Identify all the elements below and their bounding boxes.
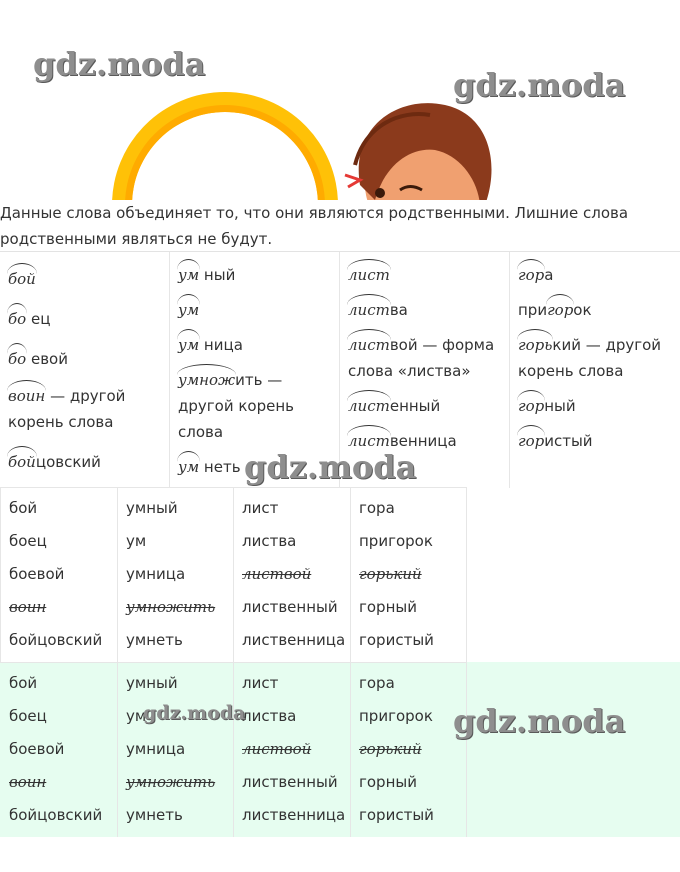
word-cell: умница xyxy=(126,740,186,758)
word-cell: боевой xyxy=(9,740,65,758)
root-mark: лист xyxy=(348,266,390,284)
morph-word: умножить — xyxy=(178,371,283,389)
word-cell: листва xyxy=(242,707,297,725)
morph-column xyxy=(0,252,170,488)
watermark: gdz.moda xyxy=(33,45,206,83)
word-cell: гористый xyxy=(359,631,434,649)
boy-character-icon xyxy=(340,95,500,200)
word-cell: гористый xyxy=(359,806,434,824)
root-mark: умнож xyxy=(178,371,236,389)
word-cell: пригорок xyxy=(359,532,433,550)
word-cell: лиственный xyxy=(242,598,338,616)
word-cell: гора xyxy=(359,499,395,517)
word-cell: лиственный xyxy=(242,773,338,791)
word-cell: горный xyxy=(359,598,417,616)
morph-word: бо ец xyxy=(8,310,51,328)
struck-word-cell: горький xyxy=(359,565,422,583)
root-mark: бой xyxy=(8,270,36,288)
word-cell: лист xyxy=(242,499,279,517)
word-cell: боевой xyxy=(9,565,65,583)
word-cell: пригорок xyxy=(359,707,433,725)
answer-table xyxy=(0,662,680,837)
morph-word xyxy=(8,270,36,288)
word-cell: лиственница xyxy=(242,806,346,824)
root-mark: лист xyxy=(348,397,390,415)
struck-word-cell: умножить xyxy=(126,598,216,616)
morph-column xyxy=(510,252,680,488)
morphemic-analysis xyxy=(0,251,680,488)
morph-word: ум ница xyxy=(178,336,243,354)
word-cell: боец xyxy=(9,532,47,550)
morph-note: другой корень xyxy=(178,397,294,415)
root-mark: гор xyxy=(518,397,545,415)
struck-word-cell: умножить xyxy=(126,773,216,791)
struck-word-cell: воин xyxy=(9,773,47,791)
morph-word: листва xyxy=(348,301,408,319)
morph-word xyxy=(178,301,199,319)
word-cell: гора xyxy=(359,674,395,692)
word-cell: умнеть xyxy=(126,806,183,824)
root-mark: лист xyxy=(348,336,390,354)
morph-word: гористый xyxy=(518,432,593,450)
word-cell: бойцовский xyxy=(9,631,103,649)
watermark: gdz.moda xyxy=(453,66,626,104)
word-cell: бой xyxy=(9,499,38,517)
morph-word: горький — другой xyxy=(518,336,662,354)
morph-word: гора xyxy=(518,266,554,284)
root-mark: бо xyxy=(8,350,27,368)
word-cell: лиственница xyxy=(242,631,346,649)
morph-word: листенный xyxy=(348,397,441,415)
watermark: gdz.moda xyxy=(453,702,626,740)
morph-word: воин — другой xyxy=(8,387,126,405)
struck-word-cell: воин xyxy=(9,598,47,616)
word-cell: боец xyxy=(9,707,47,725)
morph-word: листвой — форма xyxy=(348,336,495,354)
root-mark: бо xyxy=(8,310,27,328)
root-mark: гор xyxy=(518,266,545,284)
morph-word: горный xyxy=(518,397,576,415)
morph-note: слова «листва» xyxy=(348,362,471,380)
root-mark: гор xyxy=(547,301,574,319)
struck-word-cell: листвой xyxy=(242,565,312,583)
morph-word: бо евой xyxy=(8,350,68,368)
word-cell: ум xyxy=(126,532,147,550)
morph-note: корень слова xyxy=(518,362,624,380)
word-cell: лист xyxy=(242,674,279,692)
word-cell: бойцовский xyxy=(9,806,103,824)
word-table xyxy=(0,487,680,662)
morph-word: бойцовский xyxy=(8,453,101,471)
morph-word: ум ный xyxy=(178,266,236,284)
word-cell: умница xyxy=(126,565,186,583)
word-cell: горный xyxy=(359,773,417,791)
morph-note: корень слова xyxy=(8,413,114,431)
root-mark: гор xyxy=(518,432,545,450)
word-cell: ум xyxy=(126,707,147,725)
root-mark: воин xyxy=(8,387,46,405)
root-mark: ум xyxy=(178,458,200,476)
morph-word: лиственница xyxy=(348,432,457,450)
morph-note: слова xyxy=(178,423,224,441)
root-mark: ум xyxy=(178,266,200,284)
morph-word xyxy=(348,266,390,284)
root-mark: ум xyxy=(178,301,200,319)
struck-word-cell: листвой xyxy=(242,740,312,758)
root-mark: лист xyxy=(348,432,390,450)
root-mark: бой xyxy=(8,453,36,471)
root-mark: лист xyxy=(348,301,390,319)
header-illustration xyxy=(0,0,680,200)
word-cell: бой xyxy=(9,674,38,692)
word-cell: умный xyxy=(126,674,178,692)
struck-word-cell: горький xyxy=(359,740,422,758)
word-cell: умный xyxy=(126,499,178,517)
watermark: gdz.moda xyxy=(244,448,417,486)
intro-text: Данные слова объединяет то, что они являются родственными. Лишние слова родственными являться не будут. xyxy=(0,204,629,248)
root-mark: горь xyxy=(518,336,553,354)
word-cell: листва xyxy=(242,532,297,550)
morph-word: пригорок xyxy=(518,301,592,319)
watermark: gdz.moda xyxy=(143,702,246,724)
word-cell: умнеть xyxy=(126,631,183,649)
morph-word: ум неть xyxy=(178,458,241,476)
root-mark: ум xyxy=(178,336,200,354)
